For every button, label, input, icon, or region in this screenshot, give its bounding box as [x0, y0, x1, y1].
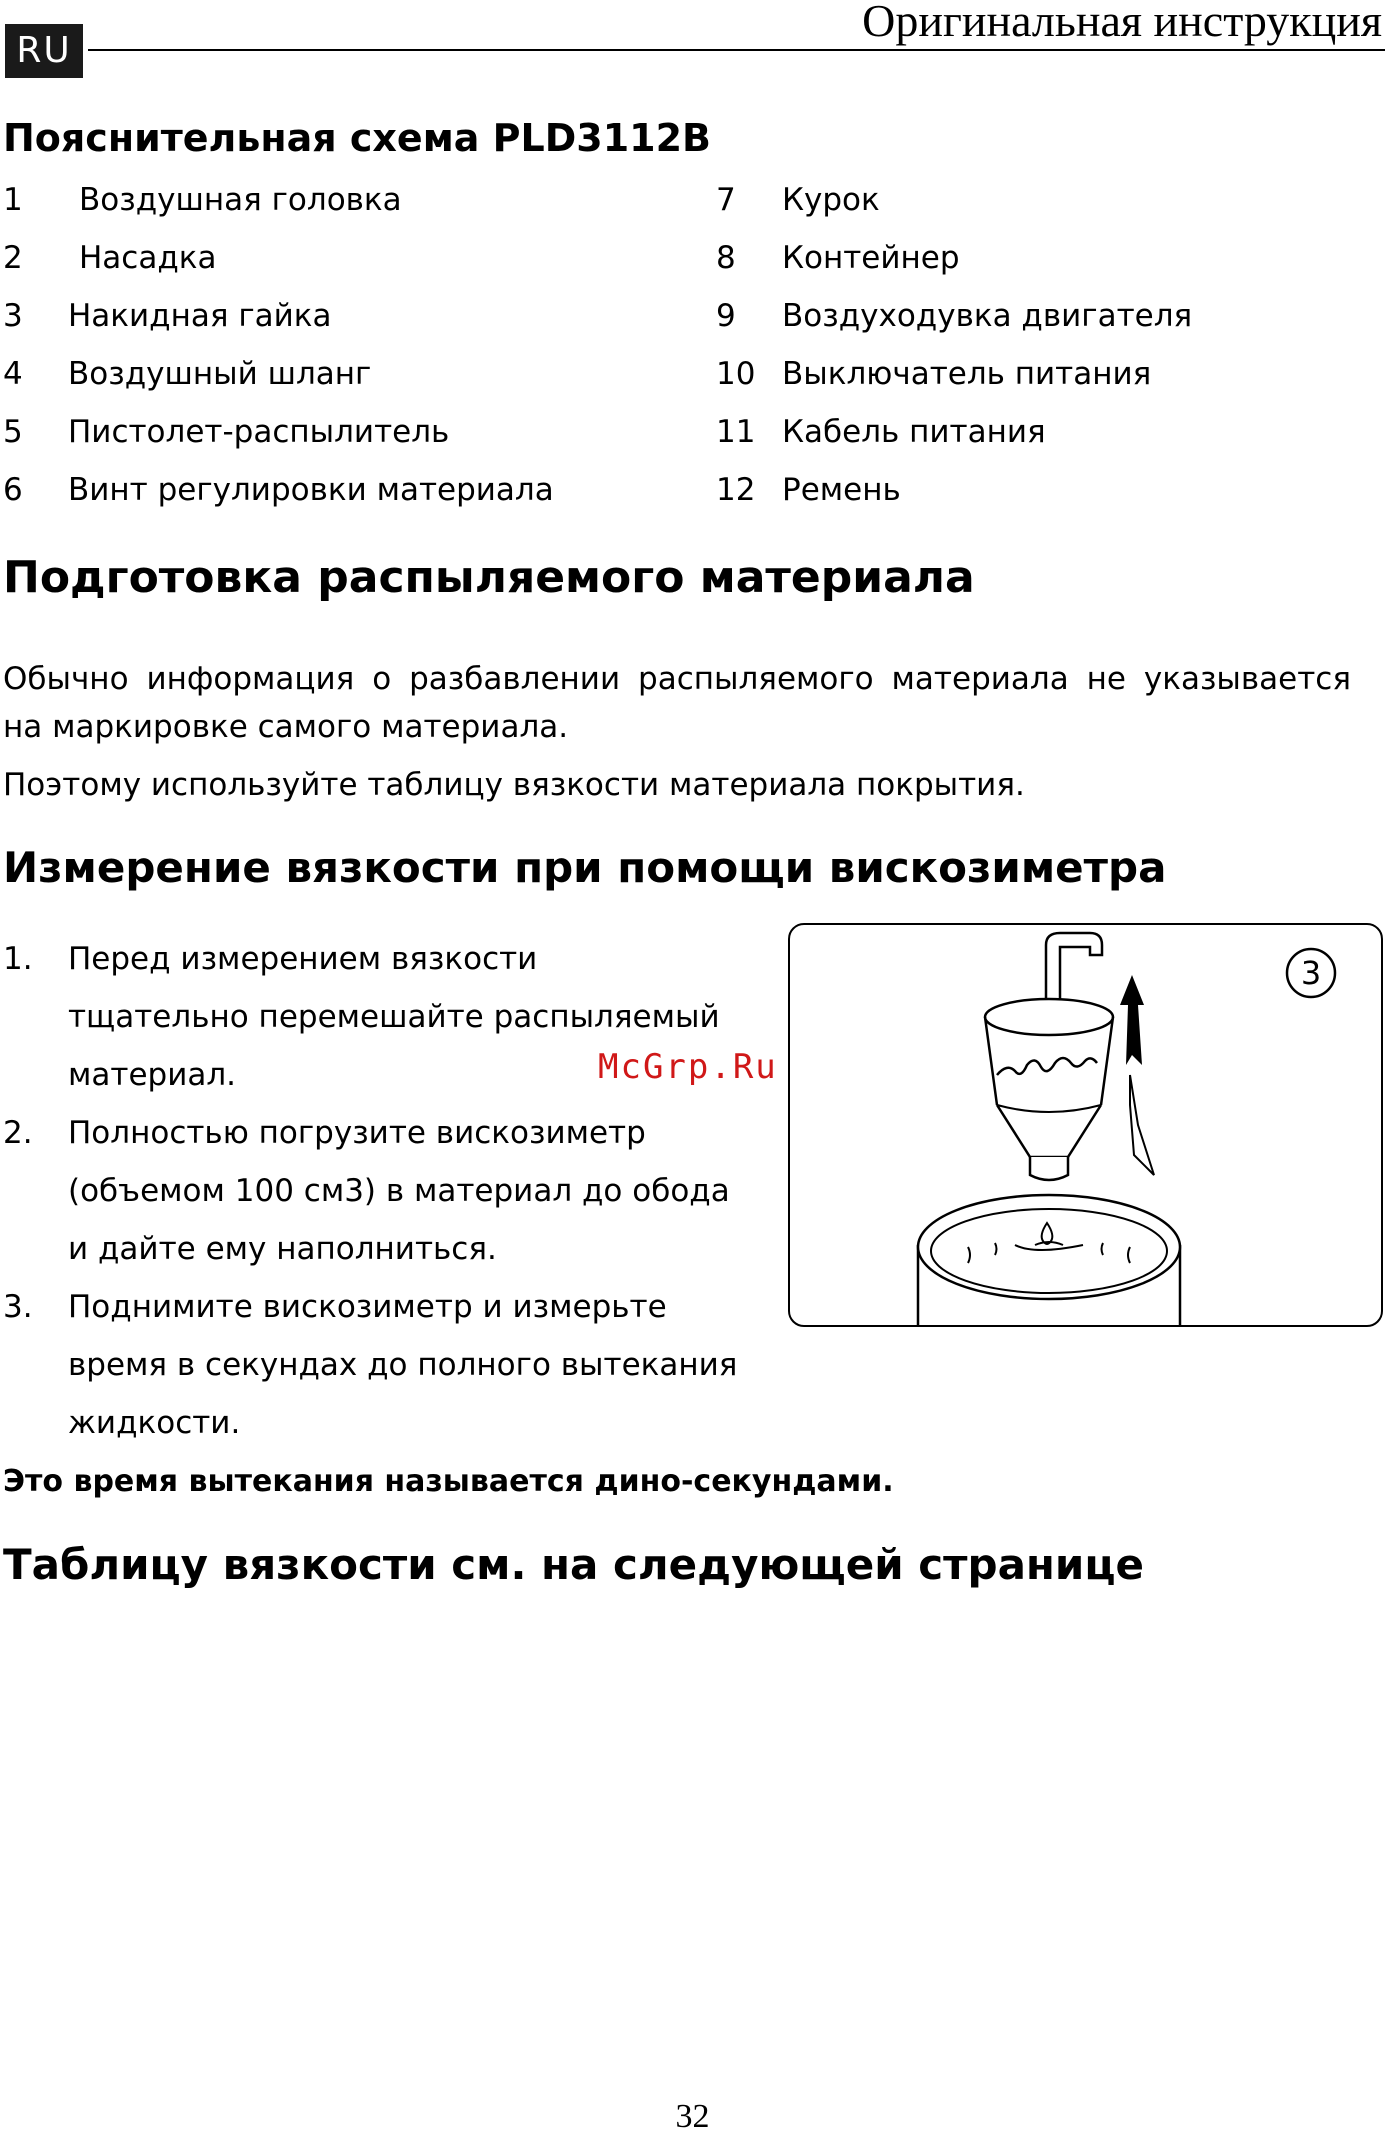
part-number: 5 — [3, 414, 23, 450]
part-label: Воздушная головка — [79, 182, 402, 218]
part-label: Воздушный шланг — [68, 356, 372, 392]
step-text-line: (объемом 100 см3) в материал до обода — [68, 1173, 730, 1209]
step-text-line: время в секундах до полного вытекания — [68, 1347, 738, 1383]
part-label: Ремень — [782, 472, 901, 508]
part-number: 6 — [3, 472, 23, 508]
step-text-line: Перед измерением вязкости — [68, 941, 538, 977]
part-number: 11 — [716, 414, 756, 450]
step-number: 2. — [3, 1115, 33, 1151]
part-number: 9 — [716, 298, 736, 334]
figure-number: 3 — [1300, 954, 1322, 992]
language-badge: RU — [5, 24, 83, 78]
part-number: 1 — [3, 182, 23, 218]
part-label: Контейнер — [782, 240, 960, 276]
part-number: 2 — [3, 240, 23, 276]
part-number: 3 — [3, 298, 23, 334]
step-text-line: Полностью погрузите вискозиметр — [68, 1115, 646, 1151]
part-label: Воздуходувка двигателя — [782, 298, 1193, 334]
step-text-line: и дайте ему наполниться. — [68, 1231, 497, 1267]
part-number: 10 — [716, 356, 756, 392]
step-number: 1. — [3, 941, 33, 977]
step-number: 3. — [3, 1289, 33, 1325]
page-number: 32 — [675, 2098, 710, 2135]
prep-paragraph-line1: Обычно информация о разбавлении распыляемого материала не указывается — [3, 661, 1351, 697]
step-text-line: Поднимите вискозиметр и измерьте — [68, 1289, 667, 1325]
part-label: Курок — [782, 182, 880, 218]
part-label: Насадка — [79, 240, 217, 276]
part-number: 4 — [3, 356, 23, 392]
part-label: Накидная гайка — [68, 298, 332, 334]
part-label: Кабель питания — [782, 414, 1046, 450]
step-text-line: тщательно перемешайте распыляемый — [68, 999, 720, 1035]
dino-seconds-note: Это время вытекания называется дино-секундами. — [3, 1464, 894, 1499]
header-title: Оригинальная инструкция — [862, 0, 1382, 46]
prep-heading: Подготовка распыляемого материала — [3, 552, 975, 603]
part-label: Выключатель питания — [782, 356, 1152, 392]
viscometer-figure — [788, 923, 1383, 1327]
part-number: 7 — [716, 182, 736, 218]
prep-paragraph-line2: на маркировке самого материала. — [3, 709, 569, 745]
step-text-line: материал. — [68, 1057, 237, 1093]
parts-heading: Пояснительная схема PLD3112B — [3, 116, 711, 160]
part-number: 12 — [716, 472, 756, 508]
viscosity-heading: Измерение вязкости при помощи вискозиметра — [3, 843, 1167, 892]
part-label: Пистолет-распылитель — [68, 414, 450, 450]
step-text-line: жидкости. — [68, 1405, 241, 1441]
next-page-heading: Таблицу вязкости см. на следующей странице — [3, 1540, 1144, 1589]
prep-paragraph-2: Поэтому используйте таблицу вязкости материала покрытия. — [3, 767, 1025, 803]
watermark: McGrp.Ru — [598, 1047, 778, 1087]
part-number: 8 — [716, 240, 736, 276]
part-label: Винт регулировки материала — [68, 472, 554, 508]
header-divider — [88, 49, 1385, 51]
